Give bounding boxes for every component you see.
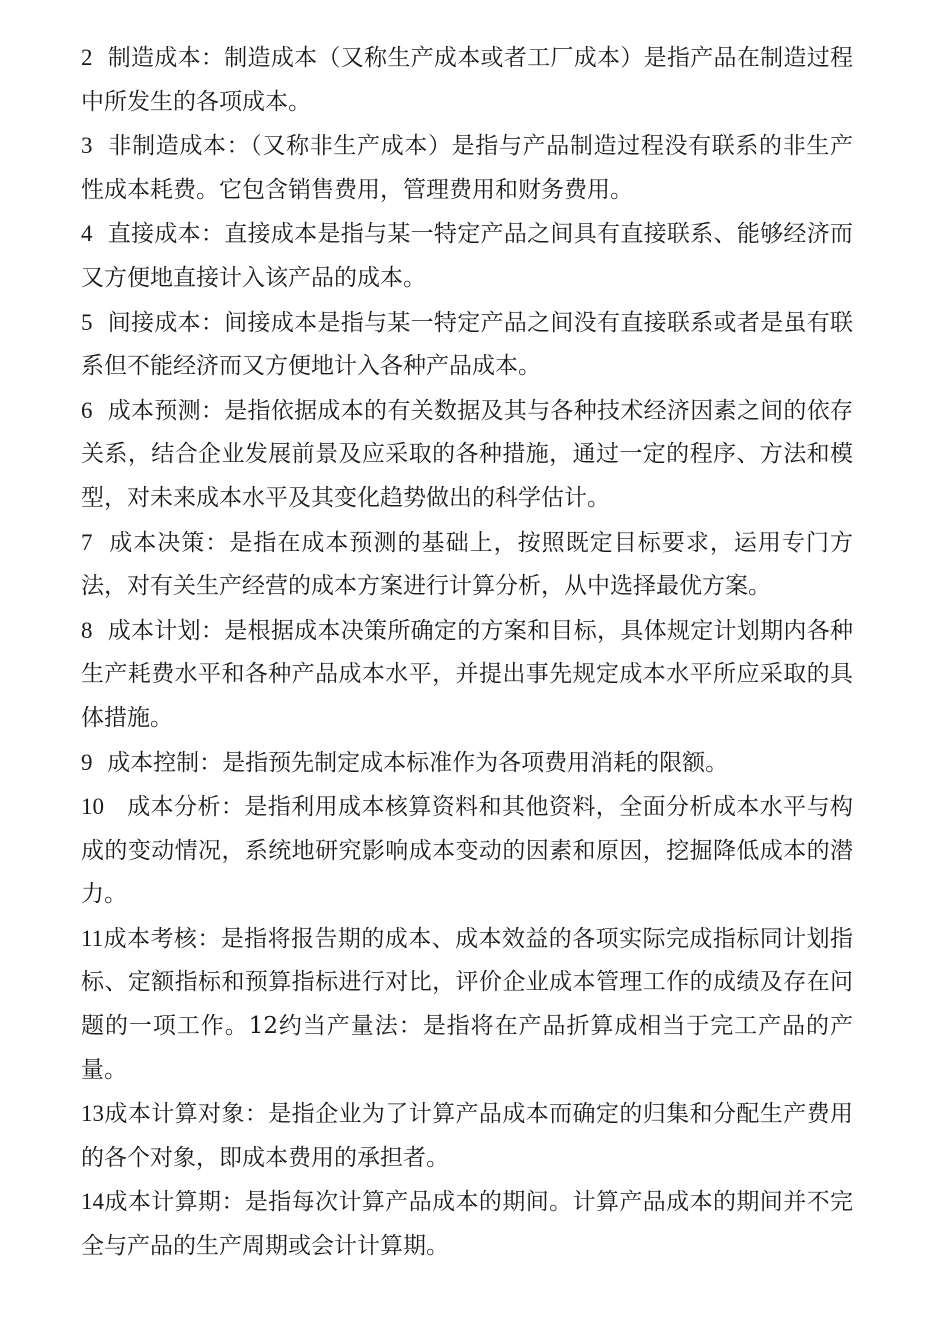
item-separator xyxy=(93,221,108,247)
paragraph-13 xyxy=(81,1092,853,1180)
item-text: 直接成本：直接成本是指与某一特定产品之间具有直接联系、能够经济而又方便地直接计入该产品的成本。 xyxy=(81,221,854,291)
item-number: 3 xyxy=(81,133,93,159)
item-text: 成本计算对象：是指企业为了计算产品成本而确定的归集和分配生产费用的各个对象，即成本费用的承担者。 xyxy=(81,1101,853,1171)
paragraph-3 xyxy=(81,124,853,212)
item-separator xyxy=(93,618,108,644)
item-text: 成本控制：是指预先制定成本标准作为各项费用消耗的限额。 xyxy=(107,749,729,776)
item-number: 5 xyxy=(81,309,93,335)
paragraph-6 xyxy=(81,389,853,521)
item-text: 成本分析：是指利用成本核算资料和其他资料，全面分析成本水平与构成的变动情况，系统地研究影响成本变动的因素和原因，挖掘降低成本的潜力。 xyxy=(81,794,854,908)
item-text: 间接成本：间接成本是指与某一特定产品之间没有直接联系或者是虽有联系但不能经济而又方便地计入各种产品成本。 xyxy=(81,309,854,380)
document-body xyxy=(81,36,853,1269)
paragraph-4 xyxy=(81,212,853,300)
item-number: 11 xyxy=(81,925,104,951)
item-text: 成本考核：是指将报告期的成本、成本效益的各项实际完成指标同计划指标、定额指标和预算指标进行对比，评价企业成本管理工作的成绩及存在问题的一项工作。12约当产量法：是指将在产品折算成相当于完工产品的产量。 xyxy=(81,925,853,1083)
item-separator xyxy=(93,750,108,776)
item-text: 成本计算期：是指每次计算产品成本的期间。计算产品成本的期间并不完全与产品的生产周期或会计计算期。 xyxy=(81,1189,853,1260)
item-number: 9 xyxy=(81,749,93,775)
paragraph-11 xyxy=(81,917,853,1092)
item-text: 成本计划：是根据成本决策所确定的方案和目标，具体规定计划期内各种生产耗费水平和各种产品成本水平，并提出事先规定成本水平所应采取的具体措施。 xyxy=(81,617,854,731)
item-separator xyxy=(93,530,110,556)
item-number: 10 xyxy=(81,794,104,820)
paragraph-2 xyxy=(81,36,853,124)
item-number: 2 xyxy=(81,45,93,70)
item-number: 7 xyxy=(81,529,93,555)
paragraph-10 xyxy=(81,785,853,917)
item-number: 6 xyxy=(81,397,93,423)
item-text: 制造成本：制造成本（又称生产成本或者工厂成本）是指产品在制造过程中所发生的各项成本。 xyxy=(81,45,854,115)
item-separator xyxy=(93,45,108,71)
paragraph-9 xyxy=(81,741,853,786)
item-number: 13 xyxy=(81,1101,104,1127)
item-text: 成本预测：是指依据成本的有关数据及其与各种技术经济因素之间的依存关系，结合企业发展前景及应采取的各种措施，通过一定的程序、方法和模型，对未来成本水平及其变化趋势做出的科学估计。 xyxy=(81,397,854,511)
item-separator xyxy=(104,794,127,820)
item-number: 4 xyxy=(81,221,93,247)
paragraph-14 xyxy=(81,1180,853,1268)
item-separator xyxy=(93,310,108,336)
item-separator xyxy=(93,133,109,159)
item-text: 成本决策：是指在成本预测的基础上，按照既定目标要求，运用专门方法，对有关生产经营的成本方案进行计算分析，从中选择最优方案。 xyxy=(81,529,854,600)
paragraph-5 xyxy=(81,301,853,389)
item-separator xyxy=(93,398,108,424)
item-text: 非制造成本：（又称非生产成本）是指与产品制造过程没有联系的非生产性成本耗费。它包含销售费用，管理费用和财务费用。 xyxy=(81,133,854,203)
paragraph-8 xyxy=(81,609,853,741)
item-number: 14 xyxy=(81,1189,104,1215)
paragraph-7 xyxy=(81,521,853,609)
item-number: 8 xyxy=(81,617,93,643)
